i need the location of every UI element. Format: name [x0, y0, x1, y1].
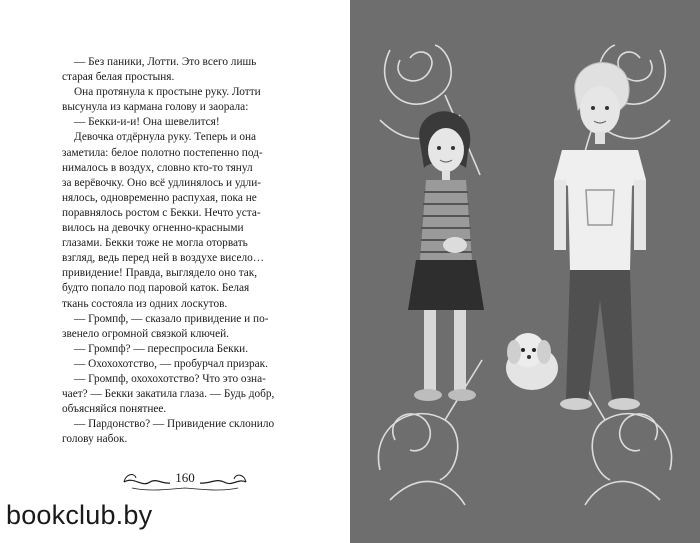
paragraph: [62, 55, 306, 85]
text-line: высунула из кармана голову и заорала:: [62, 101, 249, 114]
text-line: Девочка отдёрнула руку. Теперь и она: [74, 131, 257, 144]
illustration: [350, 0, 700, 543]
text-line: — Громпф, охохохотство? Что это озна-: [74, 372, 266, 385]
paragraph: [62, 372, 306, 417]
text-line: вилось на девочку огненно-красными: [62, 222, 244, 235]
text-line: ткань состояла из одних лоскутов.: [62, 297, 228, 310]
text-line: будто попало под паровой каток. Белая: [62, 282, 250, 295]
site-watermark: bookclub.by: [6, 500, 153, 530]
text-line: за верёвочку. Оно всё удлинялось и удли-: [62, 176, 261, 189]
paragraph: [62, 357, 306, 372]
text-line: — Без паники, Лотти. Это всего лишь: [74, 56, 257, 68]
text-line: звенело огромной связкой ключей.: [62, 327, 229, 340]
text-line: — Громпф? — переспросила Бекки.: [74, 342, 249, 355]
text-line: старая белая простыня.: [62, 71, 175, 84]
illustration-page: [350, 0, 700, 543]
text-line: Она протянула к простыне руку. Лотти: [74, 86, 261, 99]
text-line: — Пардонство? — Привидение склонило: [74, 418, 275, 431]
paragraph: [62, 417, 306, 447]
text-line: глазами. Бекки тоже не могла оторвать: [62, 237, 248, 250]
paragraph: [62, 130, 306, 311]
text-line: объясняйся понятнее.: [62, 403, 167, 416]
page-number-area: [120, 462, 250, 496]
text-line: заметила: белое полотно постепенно под-: [62, 146, 263, 159]
text-line: привидение! Правда, выглядело оно так,: [62, 267, 258, 280]
girl-illustration: [408, 111, 484, 401]
story-text: [62, 55, 306, 447]
page-number: 160: [175, 470, 195, 485]
text-line: нималось в воздух, словно кто-то тянул: [62, 161, 253, 174]
paragraph: [62, 85, 306, 115]
puppy-illustration: [506, 333, 558, 390]
paragraph: [62, 342, 306, 357]
text-line: голову набок.: [62, 433, 128, 446]
text-line: — Громпф, — сказало привидение и по-: [74, 312, 269, 325]
boy-illustration: [554, 62, 646, 410]
text-line: взгляд, ведь перед ней в воздухе висело…: [62, 252, 265, 265]
text-line: поравнялось ростом с Бекки. Нечто уста-: [62, 206, 261, 219]
paragraph: [62, 115, 306, 130]
text-line: чает? — Бекки закатила глаза. — Будь добр,: [62, 388, 275, 401]
text-line: — Охохохотство, — пробурчал призрак.: [74, 357, 268, 370]
text-line: нялось, одновременно распухая, пока не: [62, 191, 257, 204]
text-line: — Бекки-и-и! Она шевелится!: [74, 116, 220, 129]
paragraph: [62, 312, 306, 342]
